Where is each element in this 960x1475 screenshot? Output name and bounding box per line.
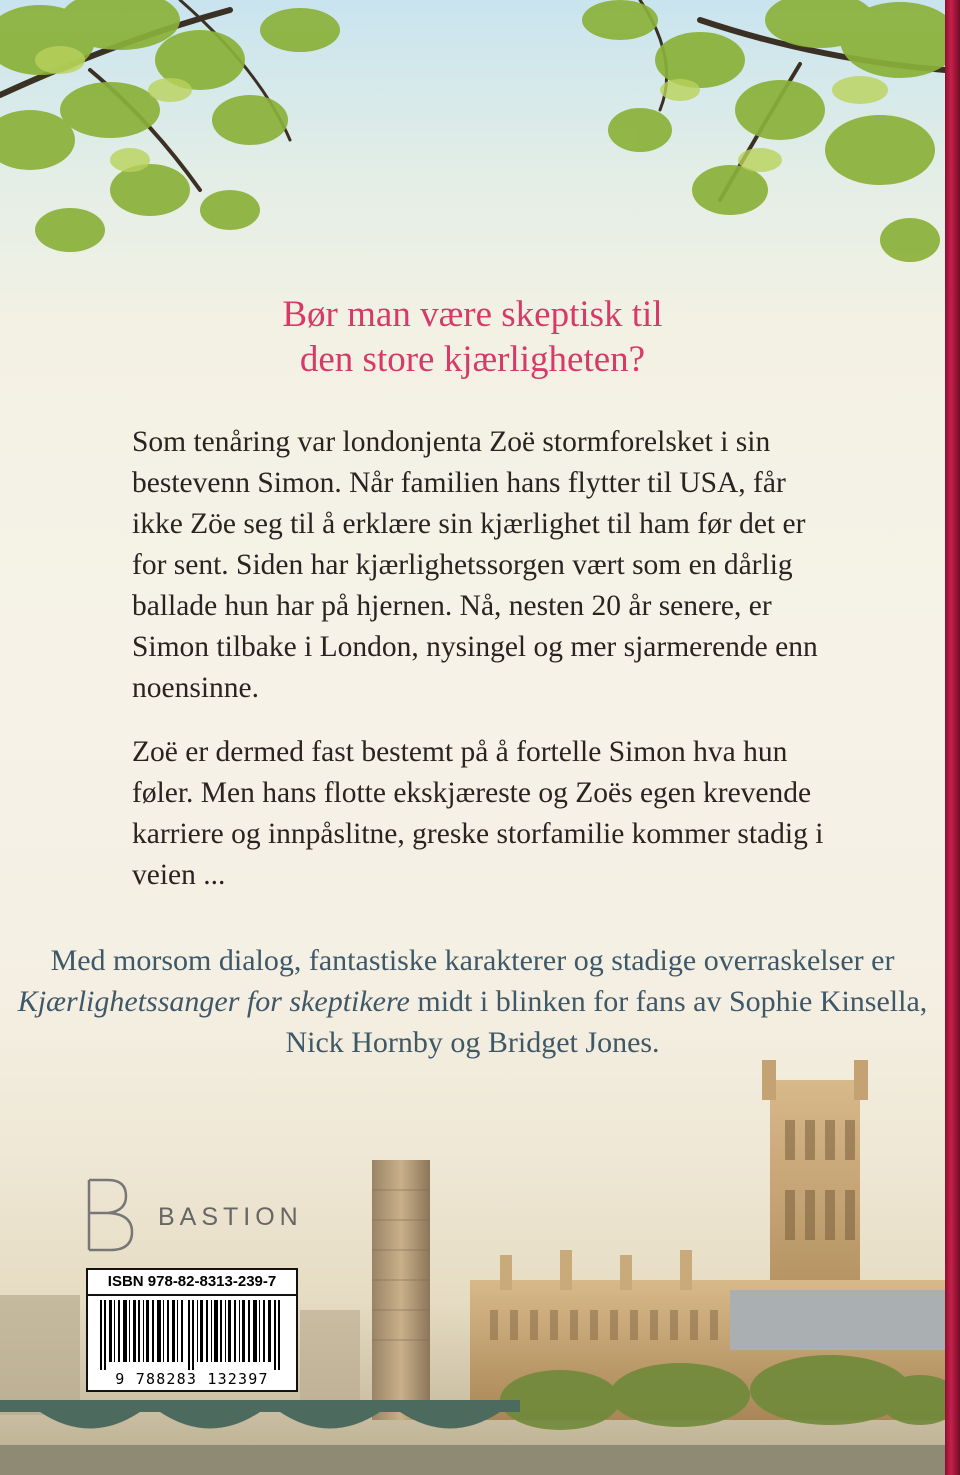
blurb-tail: midt i blinken for fans av Sophie Kinsella, Nick Hornby og Bridget Jones.	[285, 985, 928, 1059]
synopsis-paragraph-2: Zoë er dermed fast bestemt på å fortelle Simon hva hun føler. Men hans flotte ekskjæreste og Zoës egen krevende karriere og innpåslitne, greske storfamilie kommer stadig i veien ...	[132, 736, 824, 891]
synopsis-paragraph-1: Som tenåring var londonjenta Zoë stormforelsket i sin bestevenn Simon. Når familien hans flytter til USA, får ikke Zöe seg til å erklære sin kjærlighet til ham før det er for sent. Siden har kjærlighetssorgen vært som en dårlig ballade hun har på hjernen. Nå, nesten 20 år senere, er Simon tilbake i London, nysingel og mer sjarmerende enn noensinne.	[132, 426, 818, 704]
publisher-name: BASTION	[158, 1202, 303, 1231]
barcode-digits: 9 788283 132397	[115, 1370, 269, 1388]
barcode-bars	[100, 1300, 286, 1370]
blurb-lead: Med morsom dialog, fantastiske karakterer og stadige overraskelser er	[50, 944, 895, 977]
review-blurb	[0, 940, 945, 1063]
tree-foliage-image	[0, 0, 945, 300]
publisher-logo	[86, 1178, 303, 1252]
isbn-label: ISBN 978-82-8313-239-7	[88, 1270, 296, 1296]
tagline-heading	[0, 292, 945, 382]
isbn-barcode	[86, 1268, 298, 1392]
book-title-italic: Kjærlighetssanger for skeptikere	[17, 985, 410, 1018]
spine-edge	[945, 0, 960, 1475]
bastion-b-logo-icon	[86, 1178, 136, 1252]
tagline-line-1: Bør man være skeptisk til	[282, 294, 663, 335]
tagline-line-2: den store kjærligheten?	[299, 339, 646, 380]
